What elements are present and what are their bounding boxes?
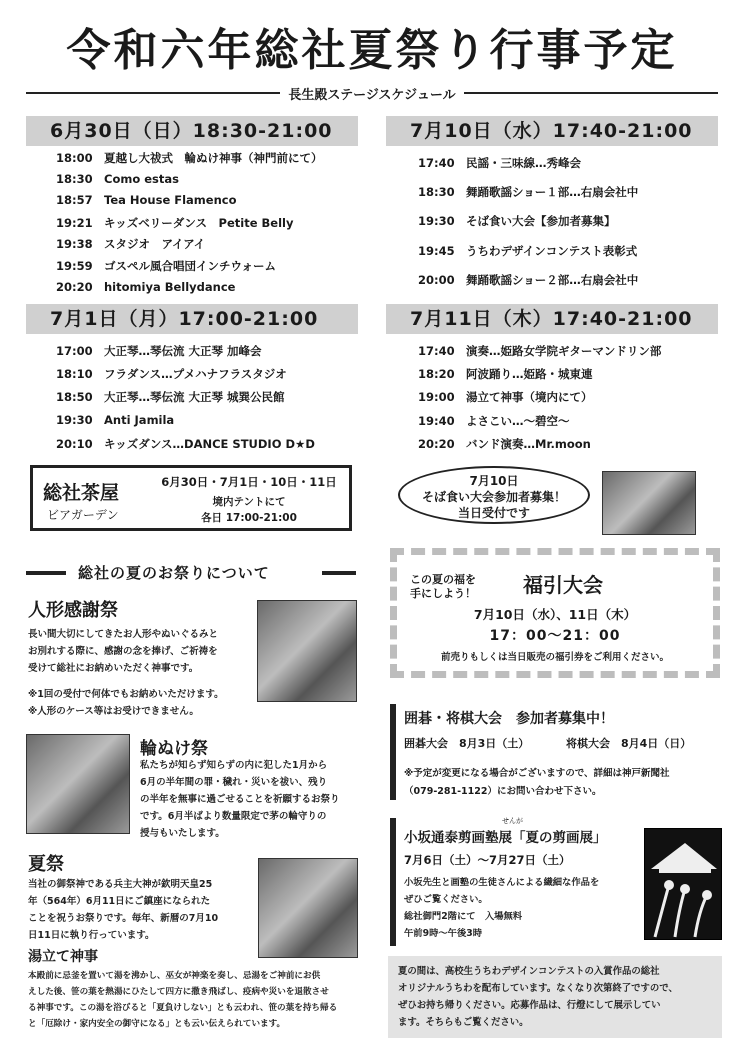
subtitle-row <box>26 83 718 103</box>
schedule-row: 19:30 そば食い大会【参加者募集】 <box>418 214 616 228</box>
igo-phone: （079-281-1122）にお問い合わせ下さい。 <box>404 786 602 797</box>
schedule-row: 20:00 舞踊歌謡ショー２部…右扇会社中 <box>418 273 639 287</box>
soba-bubble <box>398 466 590 524</box>
yudate-title: 湯立て神事 <box>28 949 98 965</box>
bubble-line: 当日受付です <box>457 506 530 520</box>
natsu-body: 当社の御祭神である兵主大神が欽明天皇25 年（564年）6月11日にご鎮座になられた ことを祝うお祭りです。毎年、新暦の7月10 日11日に執り行っています。 <box>28 879 219 941</box>
schedule-row: 18:10 フラダンス…プメハナフラスタジオ <box>56 367 287 381</box>
ningyo-body: 長い間大切にしてきたお人形やぬいぐるみと お別れする際に、感謝の念を捧げ、ご祈祷を 受けて総社にお納めいただく神事です。 ※1回の受付で何体でもお納めいただけます。 ※人形のケース等はお受けできません。 <box>28 629 224 717</box>
day-header-0710: 7月10日（水）17:40-21:00 <box>386 116 718 146</box>
uchiwa-line: ぜひお持ち帰りください。応募作品は、行燈にして展示してい <box>398 1000 661 1011</box>
natsu-photo <box>258 858 358 958</box>
bubble-line: そば食い大会参加者募集！ <box>421 490 566 504</box>
fukubiki-dates: 7月10日（水）、11日（木） <box>473 607 637 622</box>
wanuke-body: 私たちが知らず知らずの内に犯した1月から 6月の半年間の罪・穢れ・災いを祓い、残り の半年を無事に過ごせることを祈願するお祭り です。6月半ばより数量限定で茅の輪守りの 授与もいたします。 <box>140 760 340 839</box>
ningyo-title: 人形感謝祭 <box>28 600 118 621</box>
about-header: 総社の夏のお祭りについて <box>78 564 270 582</box>
beer-garden-name: 総社茶屋 <box>43 482 120 504</box>
fukubiki-time: 17：00～21：00 <box>489 628 621 644</box>
igo-bar <box>390 704 396 800</box>
schedule-row: 18:30 Como estas <box>56 172 179 186</box>
divider <box>26 571 66 575</box>
ningyo-photo <box>257 600 357 702</box>
kiri-body: 小坂先生と画塾の生徒さんによる繊細な作品を ぜひご覧ください。 総社御門2階にて 入場無料 午前9時～午後3時 <box>404 877 600 939</box>
divider <box>322 571 356 575</box>
schedule-row: 19:45 うちわデザインコンテスト表彰式 <box>418 244 638 258</box>
schedule-row: 19:21 キッズベリーダンス Petite Belly <box>56 216 294 230</box>
papercut-image <box>644 828 722 940</box>
schedule-row: 17:40 民謡・三味線…秀峰会 <box>418 156 581 170</box>
schedule-list-0630 <box>56 148 356 296</box>
about-header-row <box>26 562 356 584</box>
uchiwa-line: ます。そちらもご覧ください。 <box>398 1017 529 1028</box>
uchiwa-line: オリジナルうちわを配布しています。なくなり次第終了ですので、 <box>398 983 678 994</box>
kiri-ruby: せんが <box>502 817 523 825</box>
fukubiki-box <box>390 548 720 678</box>
igo-title: 囲碁・将棋大会 参加者募集中！ <box>404 711 614 727</box>
fukubiki-note: 前売りもしくは当日販売の福引券をご利用ください。 <box>440 652 669 663</box>
schedule-row: 19:00 湯立て神事（境内にて） <box>418 390 593 404</box>
beer-garden-dates: 6月30日・7月1日・10日・11日 <box>161 475 337 489</box>
schedule-list-0701 <box>56 340 356 455</box>
schedule-row: 20:10 キッズダンス…DANCE STUDIO D★D <box>56 437 315 451</box>
schedule-row: 18:00 夏越し大祓式 輪ぬけ神事（神門前にて） <box>56 151 323 165</box>
day-header-0630: 6月30日（日）18:30-21:00 <box>26 116 358 146</box>
schedule-row: 18:57 Tea House Flamenco <box>56 193 237 207</box>
beer-garden-box <box>30 465 352 531</box>
uchiwa-box <box>388 956 722 1038</box>
fukubiki-title: 福引大会 <box>523 573 603 597</box>
igo-note: ※予定が変更になる場合がございますので、詳細は神戸新聞社 <box>404 768 670 779</box>
natsu-title: 夏祭 <box>28 854 64 875</box>
day-header-0711: 7月11日（木）17:40-21:00 <box>386 304 718 334</box>
igo-date: 囲碁大会 8月3日（土） <box>404 737 530 750</box>
soba-photo <box>602 471 696 535</box>
papercut-art <box>645 829 723 941</box>
schedule-row: 19:38 スタジオ アイアイ <box>56 237 206 251</box>
fukubiki-lead: この夏の福を 手にしよう！ <box>410 573 476 600</box>
yudate-body: 本殿前に忌釜を置いて湯を沸かし、巫女が神楽を奏し、忌湯をご神前にお供 えした後、笹の葉を熱湯にひたして四方に撒き飛ばし、疫病や災いを退散させ る神事です。この湯を浴びると「夏負けしない」とも云われ、笹の葉を持ち帰る と「厄除け・家内安全の御守になる」とも云い伝えられています。 <box>28 971 338 1029</box>
schedule-row: 20:20 hitomiya Bellydance <box>56 280 236 294</box>
beer-garden-sub: ビアガーデン <box>47 508 119 522</box>
day-header-0701: 7月1日（月）17:00-21:00 <box>26 304 358 334</box>
schedule-row: 17:40 演奏…姫路女学院ギターマンドリン部 <box>418 344 662 358</box>
page-title: 令和六年総社夏祭り行事予定 <box>66 25 678 76</box>
schedule-row: 20:20 バンド演奏…Mr.moon <box>418 437 591 451</box>
schedule-row: 19:30 Anti Jamila <box>56 413 175 427</box>
schedule-row: 18:20 阿波踊り…姫路・城東連 <box>418 367 593 381</box>
schedule-row: 18:30 舞踊歌謡ショー１部…右扇会社中 <box>418 185 639 199</box>
schedule-list-0710 <box>418 152 718 297</box>
schedule-row: 19:40 よさこい…～碧空～ <box>418 414 570 428</box>
beer-garden-place: 境内テントにて <box>212 496 286 508</box>
schedule-row: 19:59 ゴスペル風合唱団インチウォーム <box>56 259 277 273</box>
kiri-bar <box>390 818 396 946</box>
schedule-row: 18:50 大正琴…琴伝流 大正琴 城巽公民館 <box>56 390 285 404</box>
uchiwa-line: 夏の間は、高校生うちわデザインコンテストの入賞作品の総社 <box>398 966 660 977</box>
schedule-row: 17:00 大正琴…琴伝流 大正琴 加峰会 <box>56 344 262 358</box>
schedule-list-0711 <box>418 340 718 455</box>
subtitle: 長生殿ステージスケジュール <box>280 88 463 103</box>
bubble-line: 7月10日 <box>469 474 519 488</box>
wanuke-photo <box>26 734 130 834</box>
beer-garden-hours: 各日 17:00-21:00 <box>201 512 297 524</box>
shogi-date: 将棋大会 8月4日（日） <box>566 737 692 750</box>
wanuke-title: 輪ぬけ祭 <box>140 739 208 759</box>
kiri-dates: 7月6日（土）～7月27日（土） <box>404 853 571 867</box>
kiri-title: 小坂通泰剪画塾展「夏の剪画展」 <box>404 830 607 846</box>
